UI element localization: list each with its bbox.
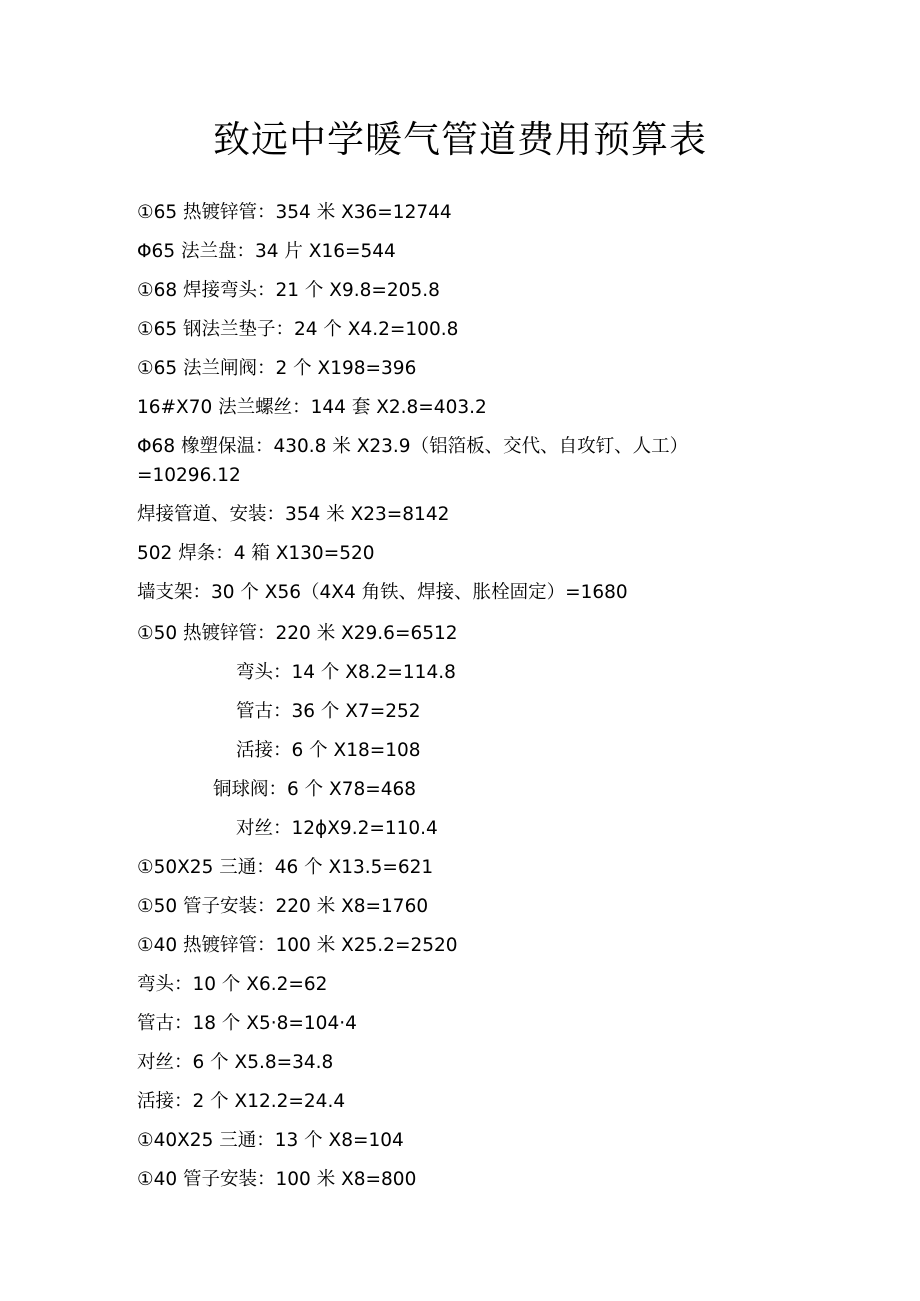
budget-line: 16#X70 法兰螺丝：144 套 X2.8=403.2: [137, 397, 487, 418]
budget-line: 墙支架：30 个 X56（4X4 角铁、焊接、胀栓固定）=1680: [137, 582, 628, 603]
budget-line: ①50X25 三通：46 个 X13.5=621: [137, 857, 434, 878]
budget-line: ①68 焊接弯头：21 个 X9.8=205.8: [137, 280, 440, 301]
budget-line: ①50 热镀锌管：220 米 X29.6=6512: [137, 623, 458, 644]
budget-line: ①65 热镀锌管：354 米 X36=12744: [137, 202, 452, 223]
budget-subline: 管古：36 个 X7=252: [236, 701, 421, 722]
budget-subline: 弯头：14 个 X8.2=114.8: [236, 662, 456, 683]
budget-line: Φ65 法兰盘：34 片 X16=544: [137, 241, 396, 262]
budget-line: 对丝：6 个 X5.8=34.8: [137, 1052, 334, 1073]
budget-line: ①65 钢法兰垫子：24 个 X4.2=100.8: [137, 319, 459, 340]
budget-line: 弯头：10 个 X6.2=62: [137, 974, 328, 995]
budget-line: 焊接管道、安装：354 米 X23=8142: [137, 504, 450, 525]
budget-line: ①40X25 三通：13 个 X8=104: [137, 1130, 404, 1151]
budget-line: 管古：18 个 X5·8=104·4: [137, 1013, 357, 1034]
budget-line: 活接：2 个 X12.2=24.4: [137, 1091, 346, 1112]
budget-subline: 铜球阀：6 个 X78=468: [213, 779, 417, 800]
budget-line: ①50 管子安装：220 米 X8=1760: [137, 896, 429, 917]
budget-line: ①40 管子安装：100 米 X8=800: [137, 1169, 417, 1190]
budget-line-continuation: =10296.12: [137, 465, 241, 486]
budget-line: Φ68 橡塑保温：430.8 米 X23.9（铝箔板、交代、自攻钉、人工）: [137, 436, 689, 457]
budget-subline: 活接：6 个 X18=108: [236, 740, 421, 761]
budget-line: ①65 法兰闸阀：2 个 X198=396: [137, 358, 417, 379]
document-title: 致远中学暖气管道费用预算表: [213, 118, 707, 161]
budget-line: 502 焊条：4 箱 X130=520: [137, 543, 375, 564]
budget-line: ①40 热镀锌管：100 米 X25.2=2520: [137, 935, 458, 956]
budget-subline: 对丝：12ϕX9.2=110.4: [236, 818, 438, 839]
